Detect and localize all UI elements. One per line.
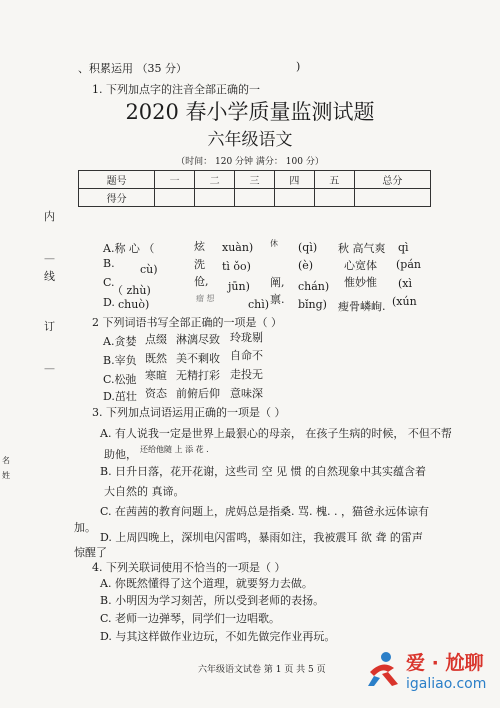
q1-pinyin: chuò)	[118, 298, 150, 311]
q1-pinyin: bǐng)	[298, 298, 327, 311]
q1-pinyin: (è)	[298, 259, 314, 272]
exam-title: 2020 春小学质量监测试题	[125, 100, 375, 124]
q2-word: 寒暄	[145, 369, 167, 382]
score-table-score-row	[79, 189, 431, 207]
q2-stem: 2 下列词语书写全部正确的一项是（ ）	[92, 316, 282, 329]
q2-word: 自命不	[230, 349, 263, 362]
watermark-url: igaliao.com	[406, 676, 487, 692]
q1-stem: 1. 下列加点字的注音全部正确的一	[92, 83, 260, 96]
q1-phrase: 心宽体	[344, 259, 377, 272]
q2-option: B.宰负	[103, 354, 137, 367]
score-table-header-row	[79, 171, 431, 189]
q1-char: 炫	[194, 240, 205, 253]
q4-option: D. 与其这样做作业边玩，不如先做完作业再玩。	[100, 630, 336, 643]
score-cell[interactable]	[354, 189, 430, 207]
q1-char: 休	[270, 239, 278, 248]
score-header-cell: 题号	[79, 171, 155, 189]
q2-word: 前俯后仰	[176, 387, 220, 400]
q1-char: 洗	[194, 258, 205, 271]
q2-word: 无精打彩	[176, 369, 220, 382]
exam-subtitle: 六年级语文	[207, 130, 293, 150]
q2-option: D.茁壮	[103, 390, 137, 403]
margin-dash: —	[44, 362, 55, 375]
q2-word: 玲珑剔	[230, 331, 263, 344]
q2-word: 意味深	[230, 387, 263, 400]
q1-phrase: 瘦骨嶙峋.	[338, 300, 386, 313]
q3-option-a-line1: A. 有人说我一定是世界上最狠心的母亲， 在孩子生病的时候， 不但不帮	[100, 427, 452, 440]
score-header-cell: 总分	[354, 171, 430, 189]
score-table	[78, 170, 431, 207]
q3-option-c-line1: C. 在茜茜的教育问题上，虎妈总是指桑. 骂. 槐. . ，猫爸永远体谅有	[100, 505, 429, 518]
score-header-cell: 五	[314, 171, 354, 189]
q2-option: C.松弛	[103, 373, 137, 386]
margin-dash: —	[44, 252, 55, 265]
score-cell[interactable]	[274, 189, 314, 207]
score-header-cell: 三	[235, 171, 275, 189]
q1-option-label: D.	[103, 296, 115, 309]
margin-label: 线	[44, 270, 55, 283]
watermark-logo	[362, 646, 497, 706]
score-row-label: 得分	[79, 189, 155, 207]
q1-char: 禀.	[270, 293, 285, 306]
q1-pinyin: jūn)	[228, 280, 250, 293]
q3-option-d-line1: D. 上周四晚上，深圳电闪雷鸣，暴雨如注，我被震耳 欲 聋 的雷声	[100, 531, 423, 544]
q1-pinyin: qì	[398, 241, 409, 254]
score-header-cell: 二	[195, 171, 235, 189]
q1-pinyin: (xì	[398, 277, 413, 290]
q2-word: 点缀	[145, 333, 167, 346]
exam-info: （时间： 120 分钟 满分： 100 分）	[176, 157, 324, 167]
q4-stem: 4. 下列关联词使用不恰当的一项是（ ）	[92, 561, 286, 574]
q1-tiny-note: 瘤 想	[196, 294, 215, 303]
q1-pinyin: chán)	[298, 280, 330, 293]
q3-option-a-small: 还给他随 上 添 花 .	[140, 445, 209, 454]
score-cell[interactable]	[155, 189, 195, 207]
q1-pinyin: （ zhù)	[112, 284, 151, 297]
q1-pinyin: xuàn)	[222, 241, 254, 254]
q1-pinyin: chì)	[248, 298, 270, 311]
q1-option-label: C.	[103, 276, 115, 289]
q4-option: A. 你既然懂得了这个道理，就要努力去做。	[100, 577, 313, 590]
q2-word: 美不剩收	[176, 352, 220, 365]
section-close-paren: )	[296, 60, 301, 73]
score-cell[interactable]	[314, 189, 354, 207]
score-cell[interactable]	[195, 189, 235, 207]
score-header-cell: 四	[274, 171, 314, 189]
runner-icon	[362, 650, 402, 690]
score-header-cell: 一	[155, 171, 195, 189]
margin-label: 姓	[2, 471, 10, 480]
q3-option-c-line2: 加。	[74, 521, 96, 534]
q1-option-label: A.称 心 （	[103, 242, 155, 255]
q3-option-a-line2: 助他，	[104, 448, 137, 461]
margin-label: 名	[2, 456, 10, 465]
q1-phrase: 秋 高气爽	[338, 242, 386, 255]
watermark-name: 爱 · 尬聊	[406, 652, 484, 674]
q4-option: C. 老师一边弹琴，同学们一边唱歌。	[100, 612, 281, 625]
margin-label: 内	[44, 210, 55, 223]
q1-pinyin: (xún	[392, 295, 417, 308]
q2-word: 既然	[145, 352, 167, 365]
q1-phrase: 惟妙惟	[344, 276, 377, 289]
q1-pinyin: cù)	[140, 263, 158, 276]
q3-stem: 3. 下列加点词语运用正确的一项是（ ）	[92, 406, 286, 419]
q3-option-d-line2: 惊醒了	[74, 546, 107, 559]
q2-word: 资态	[145, 387, 167, 400]
score-cell[interactable]	[235, 189, 275, 207]
section-heading: 、积累运用 （35 分）	[78, 62, 187, 75]
q1-char: 伧,	[194, 275, 209, 288]
q4-option: B. 小明因为学习刻苦，所以受到老师的表扬。	[100, 594, 325, 607]
q1-pinyin: (qì)	[298, 241, 318, 254]
q3-option-b-line1: B. 日升日落，花开花谢，这些司 空 见 惯 的自然现象中其实蕴含着	[100, 465, 427, 478]
q2-word: 走投无	[230, 368, 263, 381]
q3-option-b-line2: 大自然的 真谛。	[104, 485, 185, 498]
page-footer: 六年级语文试卷 第 1 页 共 5 页	[198, 665, 326, 675]
q1-option-label: B.	[103, 257, 115, 270]
q1-pinyin: tì ǒo)	[222, 260, 251, 273]
margin-label: 订	[44, 320, 55, 333]
q1-pinyin: (pán	[396, 258, 421, 271]
q2-word: 淋漓尽致	[176, 333, 220, 346]
q2-option: A.贪婪	[103, 335, 137, 348]
q1-char: 阐,	[270, 276, 285, 289]
